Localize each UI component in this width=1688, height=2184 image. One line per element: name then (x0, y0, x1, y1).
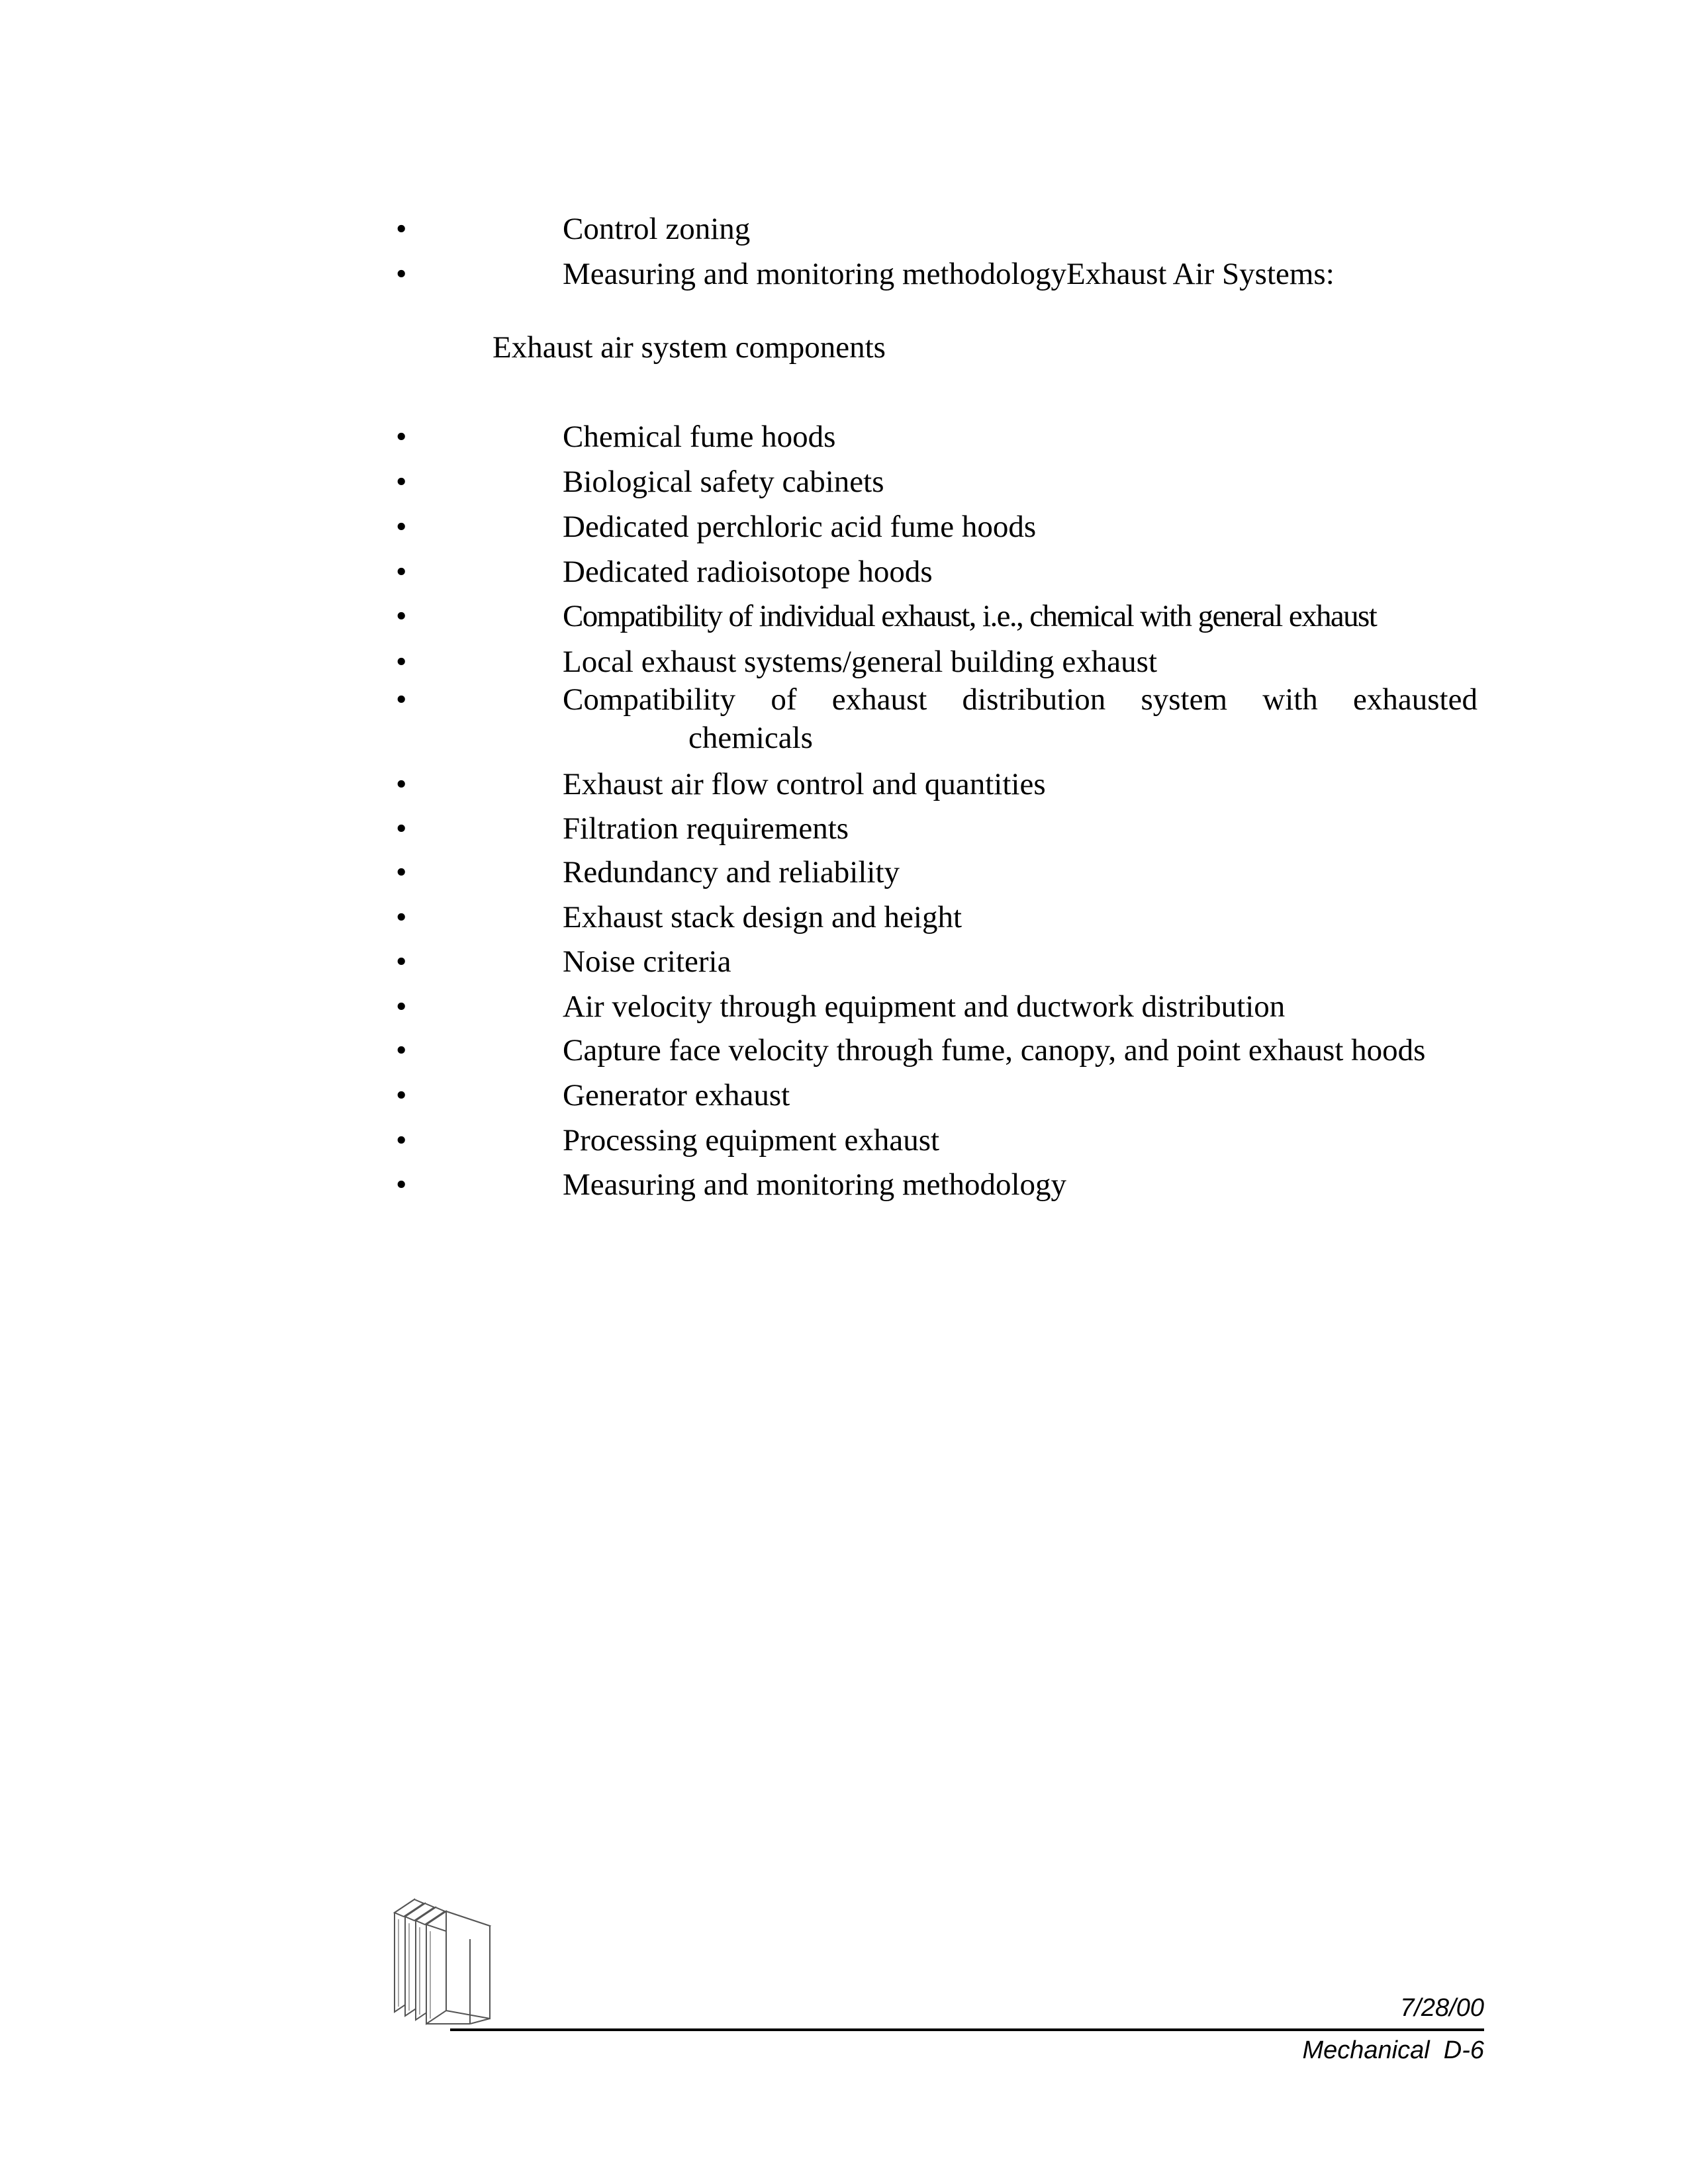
list-item: Filtration requirements (563, 811, 849, 846)
bullet: • (396, 855, 407, 889)
list-item: Capture face velocity through fume, canopy, and point exhaust hoods (563, 1033, 1426, 1068)
list-item-control-zoning: Control zoning (563, 212, 751, 246)
list-item: Redundancy and reliability (563, 855, 900, 889)
bullet: • (396, 944, 407, 979)
list-item: Exhaust stack design and height (563, 900, 962, 934)
word: of (771, 682, 797, 717)
bullet: • (396, 645, 407, 679)
bullet: • (396, 212, 407, 246)
word: with (1262, 682, 1318, 717)
list-item: Dedicated radioisotope hoods (563, 555, 933, 589)
bullet: • (396, 510, 407, 544)
bullet: • (396, 900, 407, 934)
list-item-measuring-monitoring-exhaust-heading: Measuring and monitoring methodologyExhaust Air Systems: (563, 257, 1335, 291)
list-item: Chemical fume hoods (563, 420, 836, 454)
list-item: Measuring and monitoring methodology (563, 1167, 1067, 1202)
footer-date: 7/28/00 (1400, 1994, 1484, 2022)
footer-rule (450, 2028, 1484, 2031)
bullet: • (396, 1123, 407, 1158)
list-item: Processing equipment exhaust (563, 1123, 940, 1158)
bullet: • (396, 682, 407, 717)
word: system (1141, 682, 1228, 717)
binders-icon (391, 1893, 503, 2025)
bullet: • (396, 1167, 407, 1202)
bullet: • (396, 420, 407, 454)
list-item-continuation: chemicals (688, 721, 813, 755)
list-item: Air velocity through equipment and ductwork distribution (563, 989, 1286, 1024)
list-item: Exhaust air flow control and quantities (563, 767, 1046, 801)
list-item: Local exhaust systems/general building exhaust (563, 645, 1158, 679)
bullet: • (396, 1033, 407, 1068)
list-item: Generator exhaust (563, 1078, 790, 1113)
list-item-justified (563, 681, 1477, 718)
bullet: • (396, 465, 407, 499)
bullet: • (396, 257, 407, 291)
word: distribution (962, 682, 1106, 717)
bullet: • (396, 989, 407, 1024)
bullet: • (396, 767, 407, 801)
list-item: Compatibility of individual exhaust, i.e., chemical with general exhaust (563, 599, 1377, 633)
bullet: • (396, 555, 407, 589)
list-item: Dedicated perchloric acid fume hoods (563, 510, 1037, 544)
bullet: • (396, 599, 407, 633)
list-item: Biological safety cabinets (563, 465, 884, 499)
bullet: • (396, 1078, 407, 1113)
word: exhaust (831, 682, 927, 717)
list-item: Noise criteria (563, 944, 731, 979)
word: exhausted (1353, 682, 1477, 717)
section-subheading: Exhaust air system components (492, 330, 886, 365)
footer-section: Mechanical D-6 (1302, 2036, 1484, 2064)
word: Compatibility (563, 682, 736, 717)
bullet: • (396, 811, 407, 846)
